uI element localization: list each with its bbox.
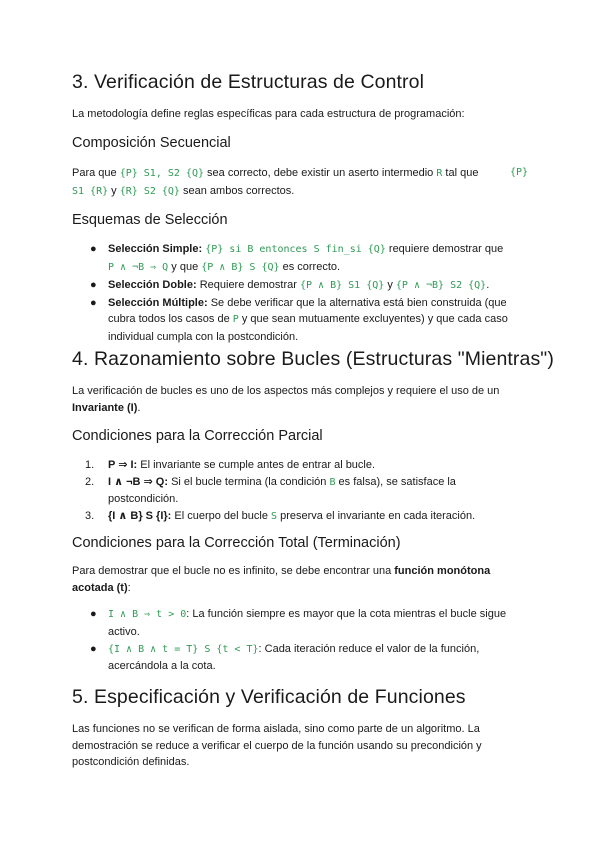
total-list (72, 606, 528, 675)
code-fragment: {P ∧ ¬B} S2 {Q} (395, 279, 487, 291)
text: Para demostrar que el bucle no es infinito, se debe encontrar una (72, 565, 395, 577)
item-label: P ⇒ I: (108, 459, 138, 471)
list-item (72, 241, 528, 276)
code-fragment: I ∧ B ⇒ t > 0 (108, 609, 187, 620)
text: Para que (72, 167, 120, 179)
list-item (72, 508, 528, 526)
composicion-title: Composición Secuencial (72, 135, 231, 151)
bullet-icon: ● (90, 296, 97, 309)
total-title: Condiciones para la Corrección Total (Terminación) (72, 535, 401, 551)
code-fragment: P ∧ ¬B ⇒ Q (108, 261, 169, 273)
bold-term: acotada (t) (72, 581, 128, 594)
text: es correcto. (279, 260, 341, 273)
total-intro (72, 563, 528, 596)
bold-term: función monótona (394, 565, 491, 577)
text: individual cumpla con la postcondición. (108, 330, 299, 343)
text: postcondición. (108, 493, 179, 505)
text: Se debe verificar que la alternativa está bien construida (que (207, 296, 507, 309)
code-fragment: S1 {R} (72, 185, 109, 197)
text: y que (168, 260, 202, 273)
text: : La función siempre es mayor que la cota mientras el bucle sigue (186, 608, 507, 620)
section-4-title: 4. Razonamiento sobre Bucles (Estructuras "Mientras") (72, 348, 554, 370)
section-5-paragraph (72, 721, 528, 771)
parcial-list (72, 457, 528, 525)
code-fragment: R (436, 168, 443, 179)
text: requiere demostrar que (385, 243, 504, 255)
item-label: Selección Doble: (108, 278, 197, 291)
item-number: 1. (85, 459, 95, 471)
item-label: Selección Simple: (108, 243, 203, 255)
text: Si el bucle termina (la condición (168, 475, 330, 488)
item-number: 3. (85, 509, 95, 522)
list-item (72, 641, 528, 675)
seleccion-title: Esquemas de Selección (72, 212, 228, 228)
code-fragment: {R} S2 {Q} (119, 185, 180, 197)
bullet-icon: ● (90, 278, 97, 291)
bullet-icon: ● (90, 243, 97, 255)
list-item (72, 295, 528, 346)
code-fragment: P (232, 314, 239, 325)
composicion-paragraph (72, 165, 528, 200)
section-3-title: 3. Verificación de Estructuras de Control (72, 71, 425, 93)
text: preserva el invariante en cada iteración. (277, 509, 476, 522)
text: y (384, 278, 396, 291)
list-item (72, 606, 528, 640)
code-fragment: {P} S1, S2 {Q} (119, 168, 204, 179)
item-label: Selección Múltiple: (108, 296, 208, 309)
section-3-intro: La metodología define reglas específicas para cada estructura de programación: (72, 108, 465, 120)
code-fragment: B (329, 476, 336, 488)
bullet-icon: ● (90, 642, 97, 655)
list-item (72, 474, 528, 508)
text: La verificación de bucles es uno de los aspectos más complejos y requiere el uso de un (72, 385, 500, 397)
item-label: I ∧ ¬B ⇒ Q: (108, 475, 169, 488)
list-item (72, 277, 528, 295)
item-number: 2. (85, 475, 95, 488)
section-4-intro (72, 383, 528, 416)
parcial-title: Condiciones para la Corrección Parcial (72, 428, 323, 444)
text: Requiere demostrar (196, 278, 300, 291)
bold-term: Invariante (I) (72, 401, 138, 414)
text: sea correcto, debe existir un aserto intermedio (204, 167, 437, 179)
text: El invariante se cumple antes de entrar al bucle. (137, 459, 376, 471)
list-item (72, 457, 528, 474)
text: . (486, 278, 490, 291)
text: sean ambos correctos. (179, 184, 295, 197)
text: acercándola a la cota. (108, 660, 216, 672)
text: Las funciones no se verifican de forma aislada, sino como parte de un algoritmo. La (72, 723, 480, 735)
text: es falsa), se satisface la (335, 475, 456, 488)
text: y que sean mutuamente excluyentes) y que cada caso (238, 313, 508, 325)
code-fragment: {P} si B entonces S fin_si {Q} (205, 244, 386, 255)
text: y (108, 184, 120, 197)
code-fragment: S (271, 510, 278, 522)
seleccion-list (72, 241, 528, 345)
text: tal que (442, 167, 479, 179)
text: : Cada iteración reduce el valor de la función, (258, 642, 480, 655)
text: activo. (108, 625, 140, 638)
text: demostración se reduce a verificar el cuerpo de la función usando su precondición y (72, 739, 482, 752)
bullet-icon: ● (90, 608, 97, 620)
code-fragment: {P ∧ B} S {Q} (201, 261, 280, 273)
text: . (137, 401, 141, 414)
text: postcondición definidas. (72, 756, 190, 768)
code-fragment: {P} (509, 167, 528, 178)
section-5-title: 5. Especificación y Verificación de Funciones (72, 686, 466, 708)
text: : (127, 581, 131, 594)
code-fragment: {I ∧ B ∧ t = T} S {t < T} (108, 643, 259, 655)
text: cubra todos los casos de (108, 313, 233, 325)
text: El cuerpo del bucle (171, 509, 272, 522)
item-label: {I ∧ B} S {I}: (108, 509, 172, 522)
code-fragment: {P ∧ B} S1 {Q} (299, 279, 385, 291)
